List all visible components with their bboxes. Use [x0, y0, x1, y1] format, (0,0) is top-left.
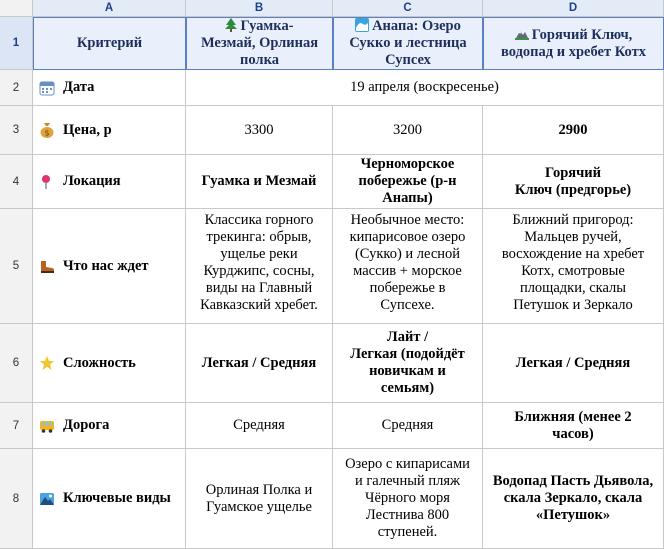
cell-c8-views[interactable]: [333, 449, 483, 549]
price-value-d: 2900: [558, 121, 588, 138]
views-value-c: Озеро с кипарисами и галечный пляж Чёрного моря Лестнива 800 ступеней.: [345, 456, 470, 540]
cell-c5-what[interactable]: [333, 209, 483, 324]
difficulty-label: Сложность: [63, 354, 136, 371]
route-c-header-label: Анапа: Озеро Сукко и лестница Супсех: [349, 18, 467, 68]
row-header-4[interactable]: 4: [0, 155, 33, 209]
cell-d5-what[interactable]: [483, 209, 664, 324]
route-d-header-text: [501, 27, 646, 61]
column-header-b[interactable]: B: [186, 0, 333, 17]
cell-d1-route-header[interactable]: [483, 17, 664, 70]
date-value: 19 апреля (воскресенье): [350, 79, 499, 95]
cell-b6-difficulty[interactable]: [186, 324, 333, 403]
views-value-d: Водопад Пасть Дьявола, скала Зеркало, скала «Петушок»: [492, 473, 654, 523]
tree-icon: [225, 18, 237, 32]
cell-a6-difficulty-label[interactable]: [33, 324, 186, 403]
price-label: Цена, р: [63, 121, 112, 138]
cell-d6-difficulty[interactable]: [483, 324, 664, 403]
cell-b5-what[interactable]: [186, 209, 333, 324]
cell-a7-road-label[interactable]: [33, 403, 186, 449]
landscape-icon: [39, 491, 55, 507]
route-c-header-text: [349, 18, 466, 69]
cell-a4-location-label[interactable]: [33, 155, 186, 209]
what-value-c: Необычное место: кипарисовое озеро (Сукко) и лесной массив + морское побережье в Супсехе.: [349, 212, 466, 313]
cell-b1-route-header[interactable]: [186, 17, 333, 70]
route-d-header-label: Горячий Ключ, водопад и хребет Котх: [501, 26, 646, 60]
column-header-a[interactable]: A: [33, 0, 186, 17]
row-header-6[interactable]: 6: [0, 324, 33, 403]
what-value-d: Ближний пригород: Мальцев ручей, восхождение на хребет Котх, смотровые площадки, скалы Петушок и Зеркало: [501, 212, 645, 313]
cell-b2-d2-date-merged[interactable]: [186, 70, 664, 106]
road-value-b: Средняя: [233, 417, 285, 433]
star-icon: [39, 355, 55, 371]
hiking-boot-icon: [39, 258, 55, 274]
row-header-5[interactable]: 5: [0, 209, 33, 324]
what-value-b: Классика горного трекинга: обрыв, ущелье реки Курджипс, сосны, виды на Главный Кавказский хребет.: [200, 212, 318, 313]
location-value-d: Горячий Ключ (предгорье): [514, 164, 632, 198]
difficulty-value-b: Легкая / Средняя: [201, 354, 317, 371]
cell-d7-road[interactable]: [483, 403, 664, 449]
road-value-d: Ближняя (менее 2 часов): [514, 408, 632, 442]
cell-d4-location[interactable]: [483, 155, 664, 209]
location-value-c: Черноморское побережье (р-н Анапы): [358, 156, 457, 206]
cell-c6-difficulty[interactable]: [333, 324, 483, 403]
row-header-7[interactable]: 7: [0, 403, 33, 449]
row-header-3[interactable]: 3: [0, 106, 33, 155]
column-header-c[interactable]: C: [333, 0, 483, 17]
cell-d3-price[interactable]: [483, 106, 664, 155]
what-label: Что нас ждет: [63, 257, 149, 274]
money-bag-icon: [39, 122, 55, 138]
road-value-c: Средняя: [381, 417, 434, 433]
criterion-header-text: Критерий: [76, 35, 143, 51]
cell-c1-route-header[interactable]: [333, 17, 483, 70]
difficulty-value-d: Легкая / Средняя: [515, 354, 631, 371]
mountain-icon: [515, 28, 529, 40]
views-label: Ключевые виды: [63, 490, 171, 506]
location-label: Локация: [63, 173, 121, 189]
cell-a5-what-label[interactable]: [33, 209, 186, 324]
price-value-c: 3200: [393, 121, 422, 138]
column-header-d[interactable]: D: [483, 0, 664, 17]
svg-text:$: $: [44, 128, 50, 138]
views-value-b: Орлиная Полка и Гуамское ущелье: [205, 481, 313, 515]
select-all-corner[interactable]: [0, 0, 33, 17]
cell-a1-criterion-header[interactable]: [33, 17, 186, 70]
cell-b7-road[interactable]: [186, 403, 333, 449]
cell-c7-road[interactable]: [333, 403, 483, 449]
pin-icon: [39, 174, 55, 190]
cell-a3-price-label[interactable]: [33, 106, 186, 155]
cell-a8-views-label[interactable]: [33, 449, 186, 549]
difficulty-value-c: Лайт / Легкая (подойдёт новичкам и семьям): [350, 329, 465, 396]
route-b-header-label: Гуамка- Мезмай, Орлиная полка: [200, 18, 319, 68]
cell-b4-location[interactable]: [186, 155, 333, 209]
calendar-icon: [39, 80, 55, 96]
cell-c3-price[interactable]: [333, 106, 483, 155]
cell-c4-location[interactable]: [333, 155, 483, 209]
location-value-b: Гуамка и Мезмай: [201, 173, 317, 189]
cell-b8-views[interactable]: [186, 449, 333, 549]
date-label: Дата: [63, 79, 95, 95]
route-b-header-text: [201, 18, 318, 69]
cell-a2-date-label[interactable]: [33, 70, 186, 106]
wave-icon: [355, 18, 369, 32]
bus-icon: [39, 418, 55, 434]
price-value-b: 3300: [244, 121, 274, 138]
cell-b3-price[interactable]: [186, 106, 333, 155]
cell-d8-views[interactable]: [483, 449, 664, 549]
row-header-1[interactable]: 1: [0, 17, 33, 70]
row-header-8[interactable]: 8: [0, 449, 33, 549]
road-label: Дорога: [63, 417, 110, 433]
row-header-2[interactable]: 2: [0, 70, 33, 106]
